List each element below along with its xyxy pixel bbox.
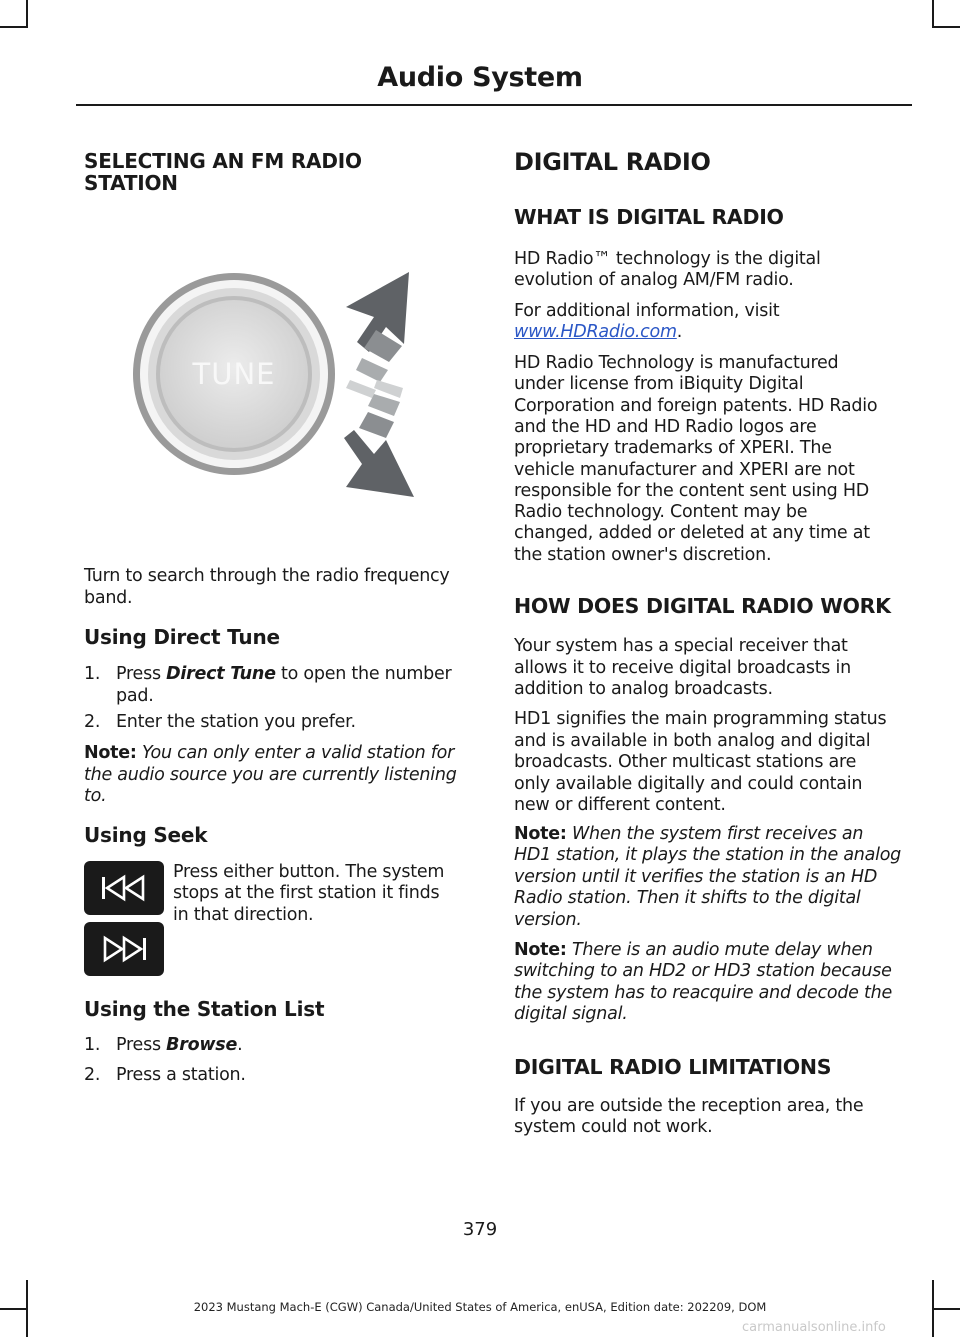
tune-knob-icon xyxy=(124,262,464,512)
what-p3-line: changed, added or deleted at any time at xyxy=(514,523,870,544)
crop-mark xyxy=(932,0,934,28)
how-note2-line xyxy=(514,940,873,962)
list-item xyxy=(84,1035,478,1057)
crop-mark xyxy=(934,26,960,28)
what-p3-line: under license from iBiquity Digital xyxy=(514,374,804,395)
what-p3-line: responsible for the content sent using HD xyxy=(514,480,869,501)
what-p3-line: Radio technology. Content may be xyxy=(514,502,808,523)
what-p3-line: and the HD and HD Radio logos are xyxy=(514,416,817,437)
seek-line1: Press either button. The system xyxy=(173,862,445,882)
limits-line1: If you are outside the reception area, the xyxy=(514,1096,864,1116)
note-line1 xyxy=(84,743,454,765)
list-text-part: to open the number xyxy=(275,664,452,684)
seek-heading: Using Seek xyxy=(84,823,208,847)
page-header-title: Audio System xyxy=(377,62,583,93)
what-p3-line: the station owner's discretion. xyxy=(514,544,772,565)
how-heading: HOW DOES DIGITAL RADIO WORK xyxy=(514,594,891,618)
intro-line2: band. xyxy=(84,588,133,608)
what-p1-line2: evolution of analog AM/FM radio. xyxy=(514,270,794,290)
how-note1-line xyxy=(514,824,863,846)
note-line2: the audio source you are currently listening xyxy=(84,765,457,785)
note-label: Note: xyxy=(84,743,137,763)
direct-tune-emphasis: Direct Tune xyxy=(166,664,276,684)
what-p3-line: proprietary trademarks of XPERI. The xyxy=(514,438,832,459)
list-number: 2. xyxy=(84,712,101,732)
what-p3-line: Corporation and foreign patents. HD Radio xyxy=(514,395,878,416)
how-p2-line: new or different content. xyxy=(514,795,726,815)
list-number: 1. xyxy=(84,664,101,684)
how-p1-line: allows it to receive digital broadcasts in xyxy=(514,657,851,678)
list-item xyxy=(84,712,478,734)
section-title-line2: STATION xyxy=(84,171,178,195)
note-text: There is an audio mute delay when xyxy=(566,940,873,960)
what-heading: WHAT IS DIGITAL RADIO xyxy=(514,205,784,229)
header-divider xyxy=(76,104,912,106)
list-text: Enter the station you prefer. xyxy=(116,712,356,732)
limits-heading: DIGITAL RADIO LIMITATIONS xyxy=(514,1055,832,1079)
list-text-line2: pad. xyxy=(116,685,154,706)
crop-mark xyxy=(26,0,28,28)
list-item xyxy=(84,664,478,708)
how-note2-line: digital signal. xyxy=(514,1004,628,1025)
what-p2-line2 xyxy=(514,322,682,344)
list-text-part: Press xyxy=(116,664,167,684)
what-p3-line: HD Radio Technology is manufactured xyxy=(514,353,839,373)
how-p2-line: HD1 signifies the main programming status xyxy=(514,709,887,729)
list-text-part: Press xyxy=(116,1035,167,1055)
direct-tune-heading: Using Direct Tune xyxy=(84,625,280,649)
how-note1-line: Radio station. Then it shifts to the digital xyxy=(514,888,861,909)
note-label: Note: xyxy=(514,940,567,960)
footer-text: 2023 Mustang Mach-E (CGW) Canada/United States of America, enUSA, Edition date: 202209, DOM xyxy=(193,1300,767,1314)
seek-forward-icon xyxy=(84,922,164,976)
note-text: You can only enter a valid station for xyxy=(136,743,455,763)
intro-line1: Turn to search through the radio frequency xyxy=(84,566,450,586)
list-text-part: . xyxy=(237,1035,243,1055)
how-p1-line: Your system has a special receiver that xyxy=(514,636,848,656)
list-item xyxy=(84,1065,478,1087)
how-note1-line: version until it verifies the station is an HD xyxy=(514,866,878,887)
hdradio-link[interactable]: www.HDRadio.com xyxy=(514,322,677,342)
how-p2-line: only available digitally and could contain xyxy=(514,773,863,794)
how-note2-line: switching to an HD2 or HD3 station because xyxy=(514,961,892,982)
tune-knob-label: TUNE xyxy=(192,357,276,391)
list-text: Press a station. xyxy=(116,1065,246,1085)
digital-radio-title: DIGITAL RADIO xyxy=(514,148,711,176)
watermark: carmanualsonline.info xyxy=(742,1320,886,1335)
how-p2-line: broadcasts. Other multicast stations are xyxy=(514,752,857,772)
how-note1-line: HD1 station, it plays the station in the analog xyxy=(514,845,902,866)
how-p2-line: and is available in both analog and digital xyxy=(514,730,871,751)
crop-mark xyxy=(0,26,26,28)
list-text xyxy=(116,664,451,686)
note-label: Note: xyxy=(514,824,567,844)
seek-line3: in that direction. xyxy=(173,905,314,925)
what-p1-line1: HD Radio™ technology is the digital xyxy=(514,249,821,269)
section-title-line1: SELECTING AN FM RADIO xyxy=(84,149,362,173)
list-text xyxy=(116,1035,242,1057)
note-text: When the system first receives an xyxy=(566,824,864,844)
station-list-heading: Using the Station List xyxy=(84,997,325,1021)
what-p3-line: vehicle manufacturer and XPERI are not xyxy=(514,459,855,480)
what-p2-line1: For additional information, visit xyxy=(514,301,780,321)
link-suffix: . xyxy=(676,322,683,342)
how-p1-line: addition to analog broadcasts. xyxy=(514,679,773,699)
list-number: 1. xyxy=(84,1035,101,1055)
how-note1-line: version. xyxy=(514,909,582,930)
note-line3: to. xyxy=(84,786,107,806)
page-number: 379 xyxy=(462,1219,498,1240)
list-number: 2. xyxy=(84,1065,101,1085)
browse-emphasis: Browse xyxy=(166,1035,238,1055)
seek-line2: stops at the first station it finds xyxy=(173,883,440,903)
seek-back-icon xyxy=(84,861,164,915)
limits-line2: system could not work. xyxy=(514,1117,713,1137)
how-note2-line: the system has to reacquire and decode the xyxy=(514,982,892,1003)
